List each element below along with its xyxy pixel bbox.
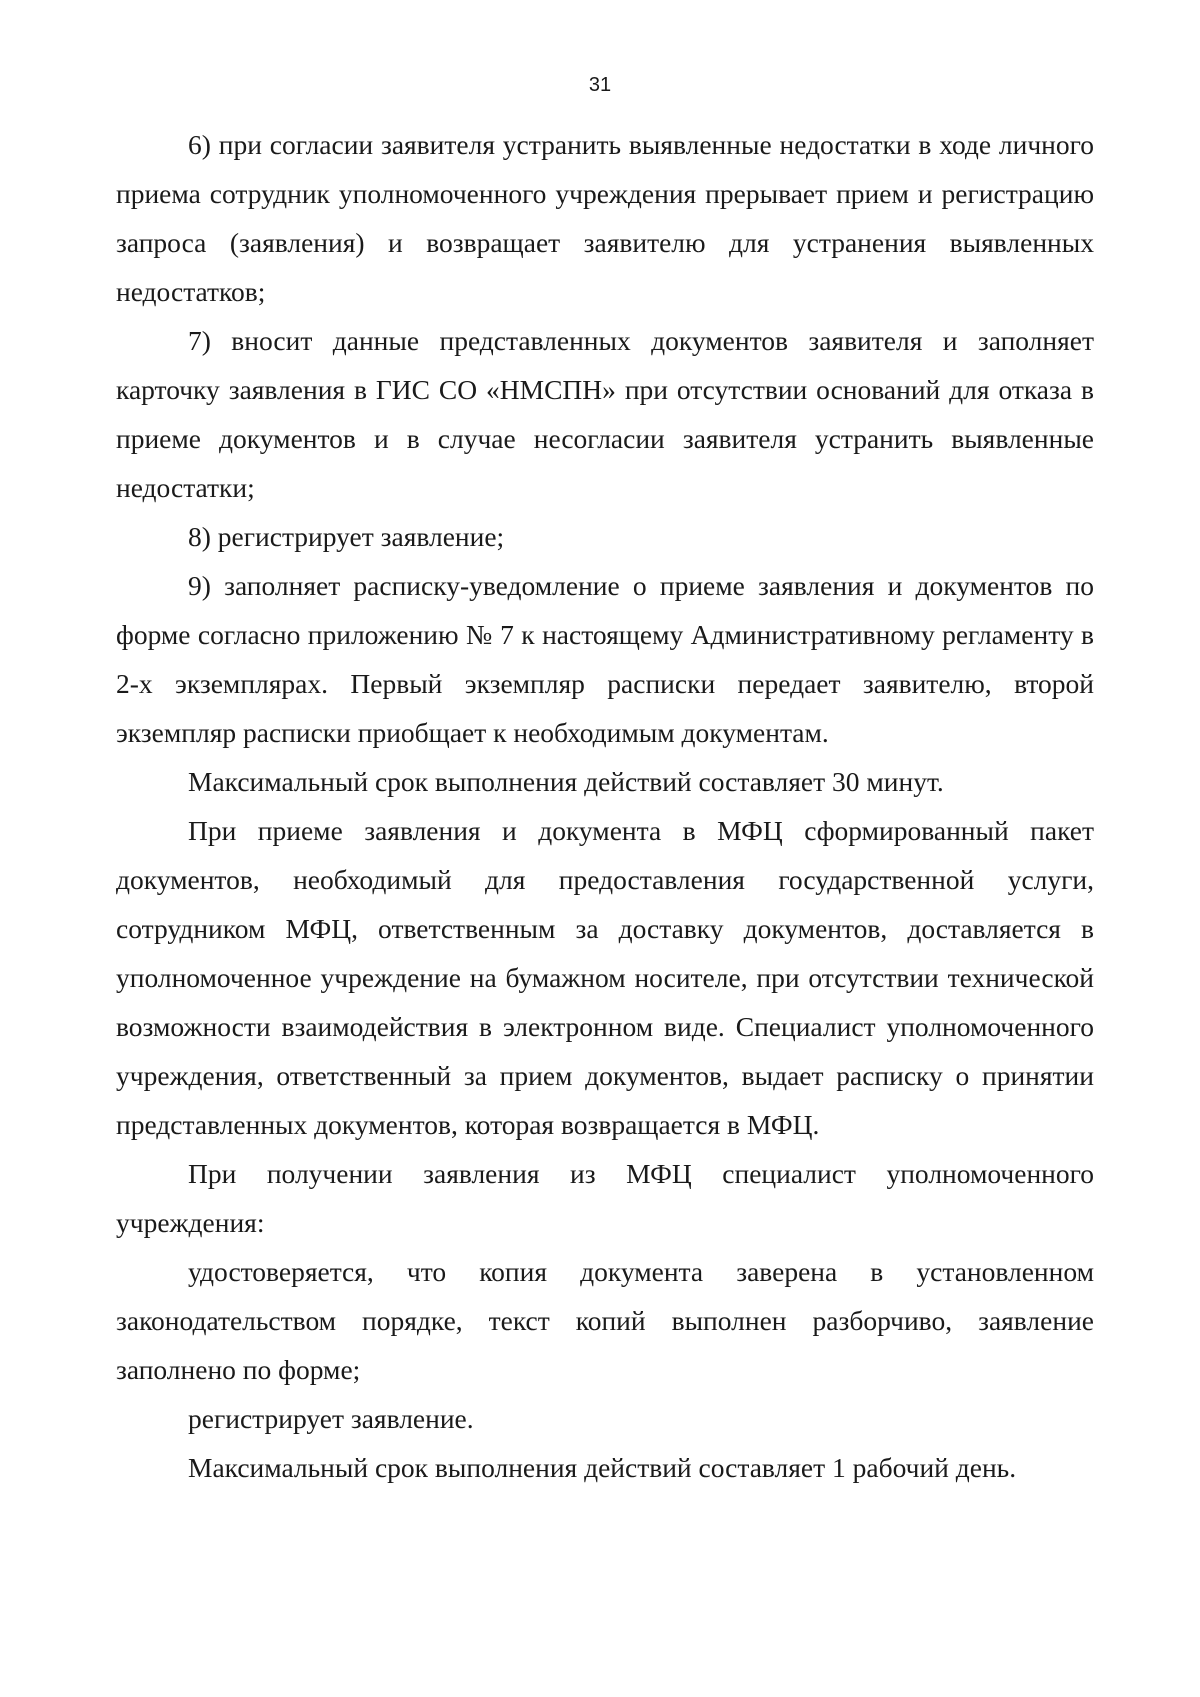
paragraph-mfc-receipt: При получении заявления из МФЦ специалист уполномоченного учреждения: xyxy=(116,1158,1094,1238)
paragraph-registers: регистрирует заявление. xyxy=(188,1403,474,1434)
paragraph-item-6: 6) при согласии заявителя устранить выявленные недостатки в ходе личного приема сотрудник уполномоченного учреждения прерывает прием и регистрацию запроса (заявления) и возвращает заявителю для устранения выявленных недостатков; xyxy=(116,129,1094,307)
paragraph-item-7: 7) вносит данные представленных документов заявителя и заполняет карточку заявления в ГИС СО «НМСПН» при отсутствии оснований для отказа в приеме документов и в случае несогласии заявителя устранить выявленные недостатки; xyxy=(116,325,1094,503)
paragraph-max-time-1-day: Максимальный срок выполнения действий составляет 1 рабочий день. xyxy=(188,1452,1017,1483)
paragraph-item-9: 9) заполняет расписку-уведомление о приеме заявления и документов по форме согласно приложению № 7 к настоящему Административному регламенту в 2-х экземплярах. Первый экземпляр расписки передает заявителю, второй экземпляр расписки приобщает к необходимым документам. xyxy=(116,570,1094,748)
page-number: 31 xyxy=(588,74,612,96)
paragraph-max-time-30-min: Максимальный срок выполнения действий составляет 30 минут. xyxy=(188,766,944,797)
document-body xyxy=(116,120,1094,1492)
paragraph-mfc-reception: При приеме заявления и документа в МФЦ сформированный пакет документов, необходимый для предоставления государственной услуги, сотрудником МФЦ, ответственным за доставку документов, доставляется в уполномоченное учреждение на бумажном носителе, при отсутствии технической возможности взаимодействия в электронном виде. Специалист уполномоченного учреждения, ответственный за прием документов, выдает расписку о принятии представленных документов, которая возвращается в МФЦ. xyxy=(116,815,1094,1140)
paragraph-verifies: удостоверяется, что копия документа заверена в установленном законодательством порядке, текст копий выполнен разборчиво, заявление заполнено по форме; xyxy=(116,1256,1094,1385)
paragraph-item-8: 8) регистрирует заявление; xyxy=(188,521,505,552)
